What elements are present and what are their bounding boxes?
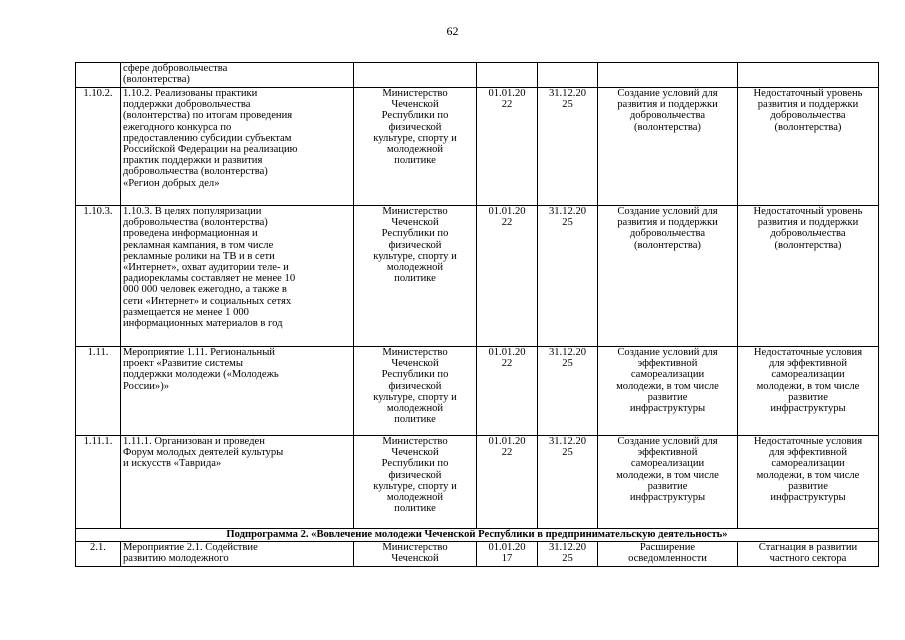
executor-cell: Министерство Чеченской Республики по физической культуре, спорту и молодежной политике	[354, 436, 477, 529]
consequence-cell: Недостаточные условия для эффективной самореализации молодежи, в том числе развитие инфраструктуры	[738, 436, 879, 529]
row-number-cell: 1.10.2.	[76, 88, 121, 206]
end-date-cell: 31.12.20 25	[538, 436, 598, 529]
start-date-cell: 01.01.20 22	[477, 347, 538, 436]
start-date-cell: 01.01.20 22	[477, 88, 538, 206]
measure-name-cell: 1.10.2. Реализованы практики поддержки добровольчества (волонтерства) по итогам проведения ежегодного конкурса по предоставлению субсидии субъектам Российской Федерации на реализацию практик поддержки и развития добровольчества (волонтерства) «Регион добрых дел»	[121, 88, 354, 206]
expected-result-cell: Создание условий для эффективной самореализации молодежи, в том числе развитие инфраструктуры	[598, 347, 738, 436]
end-date-cell: 31.12.20 25	[538, 206, 598, 347]
start-date-cell: 01.01.20 22	[477, 436, 538, 529]
row-number-cell: 1.10.3.	[76, 206, 121, 347]
expected-result-cell: Расширение осведомленности	[598, 542, 738, 567]
expected-result-cell: Создание условий для развития и поддержки добровольчества (волонтерства)	[598, 206, 738, 347]
consequence-cell: Стагнация в развитии частного сектора	[738, 542, 879, 567]
subprogram-header-row	[76, 529, 879, 542]
table-row	[76, 542, 879, 567]
row-number-cell: 2.1.	[76, 542, 121, 567]
table-row	[76, 63, 879, 88]
expected-result-cell: Создание условий для эффективной самореализации молодежи, в том числе развитие инфраструктуры	[598, 436, 738, 529]
table-row	[76, 88, 879, 206]
end-date-cell: 31.12.20 25	[538, 88, 598, 206]
expected-result-cell	[598, 63, 738, 88]
start-date-cell: 01.01.20 22	[477, 206, 538, 347]
measure-name-cell: сфере добровольчества (волонтерства)	[121, 63, 354, 88]
page-number: 62	[446, 24, 459, 38]
executor-cell	[354, 63, 477, 88]
end-date-cell	[538, 63, 598, 88]
executor-cell: Министерство Чеченской Республики по физической культуре, спорту и молодежной политике	[354, 88, 477, 206]
table-row	[76, 206, 879, 347]
start-date-cell: 01.01.20 17	[477, 542, 538, 567]
row-number-cell	[76, 63, 121, 88]
consequence-cell: Недостаточный уровень развития и поддержки добровольчества (волонтерства)	[738, 88, 879, 206]
consequence-cell: Недостаточный уровень развития и поддержки добровольчества (волонтерства)	[738, 206, 879, 347]
measures-table	[75, 62, 879, 567]
row-number-cell: 1.11.1.	[76, 436, 121, 529]
consequence-cell	[738, 63, 879, 88]
measure-name-cell: Мероприятие 1.11. Региональный проект «Развитие системы поддержки молодежи («Молодежь России»)»	[121, 347, 354, 436]
row-number-cell: 1.11.	[76, 347, 121, 436]
end-date-cell: 31.12.20 25	[538, 542, 598, 567]
end-date-cell: 31.12.20 25	[538, 347, 598, 436]
executor-cell: Министерство Чеченской	[354, 542, 477, 567]
start-date-cell	[477, 63, 538, 88]
executor-cell: Министерство Чеченской Республики по физической культуре, спорту и молодежной политике	[354, 206, 477, 347]
subprogram-title: Подпрограмма 2. «Вовлечение молодежи Чеченской Республики в предпринимательскую деятельность»	[76, 529, 879, 542]
executor-cell: Министерство Чеченской Республики по физической культуре, спорту и молодежной политике	[354, 347, 477, 436]
measure-name-cell: 1.10.3. В целях популяризации добровольчества (волонтерства) проведена информационная и рекламная кампания, в том числе рекламные ролики на ТВ и в сети «Интернет», охват аудитории теле- и радиорекламы составляет не менее 10 000 000 человек ежегодно, а также в сети «Интернет» и социальных сетях размещается не менее 1 000 информационных материалов в год	[121, 206, 354, 347]
table-row	[76, 436, 879, 529]
table-row	[76, 347, 879, 436]
measure-name-cell: 1.11.1. Организован и проведен Форум молодых деятелей культуры и искусств «Таврида»	[121, 436, 354, 529]
expected-result-cell: Создание условий для развития и поддержки добровольчества (волонтерства)	[598, 88, 738, 206]
consequence-cell: Недостаточные условия для эффективной самореализации молодежи, в том числе развитие инфраструктуры	[738, 347, 879, 436]
measure-name-cell: Мероприятие 2.1. Содействие развитию молодежного	[121, 542, 354, 567]
